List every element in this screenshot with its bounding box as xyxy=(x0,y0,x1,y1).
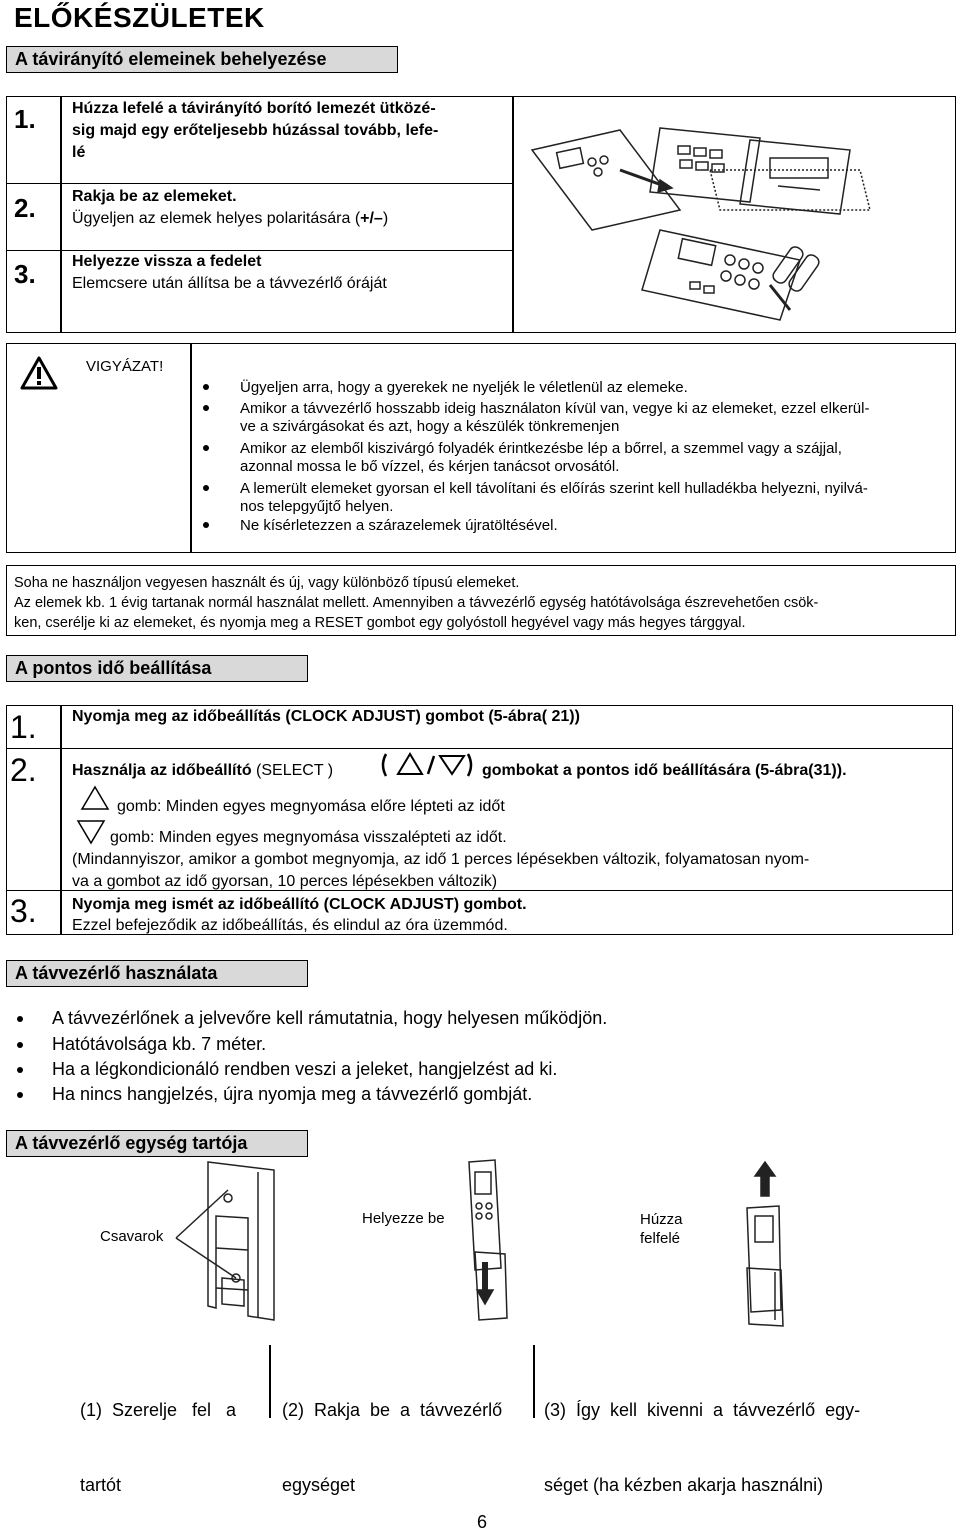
warning-item: Ne kísérletezzen a szárazelemek újratöltésével. xyxy=(240,517,558,534)
warning-item: A lemerült elemeket gyorsan el kell távolítani és előírás szerint kell hulladékba helyezni, nyilvá- xyxy=(240,480,868,497)
step-number: 2. xyxy=(14,193,36,223)
usage-item: Ha a légkondicionáló rendben veszi a jeleket, hangjelzést ad ki. xyxy=(52,1059,558,1079)
step-number: 3. xyxy=(14,259,36,289)
usage-item: A távvezérlőnek a jelvevőre kell rámutatnia, hogy helyesen működjön. xyxy=(52,1008,608,1028)
step-text: Nyomja meg ismét az időbeállító (CLOCK ADJUST) gombot. Ezzel befejeződik az időbeállítás, és elindul az óra üzemmód. xyxy=(72,896,527,934)
label-pull-up: Húzza felfelé xyxy=(640,1211,683,1247)
note-text: Soha ne használjon vegyesen használt és új, vagy különböző típusú elemeket. Az elemek kb. 1 évig tartanak normál használat mellett. Amennyiben a távvezérlő egység hatótávolsága észrevehetően csök- ken, cserélje ki az elemeket, és nyomja meg a RESET gombot egy golyóstoll hegyével vagy más hegyes tárggyal. xyxy=(14,575,819,631)
warning-item: nos telepgyűjtő helyen. xyxy=(240,498,394,515)
section-heading-clock: A pontos idő beállítása xyxy=(6,655,308,682)
select-buttons-icon xyxy=(378,750,476,780)
step-text: Nyomja meg az időbeállítás (CLOCK ADJUST) gombot (5-ábra( 21)) xyxy=(72,708,580,725)
warning-label: VIGYÁZAT! xyxy=(86,358,164,375)
step-text: Rakja be az elemeket. Ügyeljen az elemek helyes polaritására (+/–) xyxy=(72,188,389,227)
holder-insert-illustration xyxy=(455,1158,525,1328)
step-text: gombokat a pontos idő beállítására (5-ábra(31)). xyxy=(482,762,847,779)
section-heading-batteries: A távirányító elemeinek behelyezése xyxy=(6,46,398,73)
step-text: Helyezze vissza a fedelet Elemcsere után állítsa be a távvezérlő óráját xyxy=(72,253,387,292)
warning-item: Amikor a távvezérlő hosszabb ideig használaton kívül van, vegye ki az elemeket, ezzel elkerül- xyxy=(240,400,870,417)
down-arrow-icon xyxy=(76,818,106,846)
step-note: (Mindannyiszor, amikor a gombot megnyomja, az idő 1 perces lépésekben változik, folyamatosan nyom- va a gombot az idő gyorsan, 10 perces lépésekben változik) xyxy=(72,851,810,890)
section-heading-usage: A távvezérlő használata xyxy=(6,960,308,987)
caption-remove: (3) Így kell kivenni a távvezérlő egy- séget (ha kézben akarja használni) xyxy=(544,1400,861,1495)
warning-item: Ügyeljen arra, hogy a gyerekek ne nyeljék le véletlenül az elemeke. xyxy=(240,379,688,396)
holder-pull-illustration xyxy=(735,1160,795,1330)
step-number: 1. xyxy=(14,104,36,134)
warning-item: ve a szivárgásokat és azt, hogy a készülék tönkremenjen xyxy=(240,418,620,435)
step-number: 3. xyxy=(10,893,37,929)
down-button-description: gomb: Minden egyes megnyomása visszalépteti az időt. xyxy=(110,829,507,846)
up-arrow-icon xyxy=(80,784,110,812)
section-heading-holder: A távvezérlő egység tartója xyxy=(6,1130,308,1157)
warning-icon xyxy=(20,356,58,390)
warning-item: azonnal mossa le bő vízzel, és kérjen tanácsot orvosától. xyxy=(240,458,620,475)
page-title: ELŐKÉSZÜLETEK xyxy=(14,2,265,33)
label-screws: Csavarok xyxy=(100,1228,164,1245)
up-button-description: gomb: Minden egyes megnyomása előre lépteti az időt xyxy=(117,798,505,815)
label-insert: Helyezze be xyxy=(362,1210,445,1227)
usage-item: Hatótávolsága kb. 7 méter. xyxy=(52,1034,267,1054)
caption-insert: (2) Rakja be a távvezérlő egységet xyxy=(282,1400,503,1495)
page-number: 6 xyxy=(477,1512,488,1532)
caption-mount: (1) Szerelje fel a tartót xyxy=(80,1400,237,1495)
warning-item: Amikor az elemből kiszivárgó folyadék érintkezésbe lép a bőrrel, a szemmel vagy a szájjal, xyxy=(240,440,842,457)
screws-pointer xyxy=(172,1180,242,1290)
step-number: 1. xyxy=(10,709,37,745)
step-text: Használja az időbeállító (SELECT ) xyxy=(72,762,334,779)
usage-item: Ha nincs hangjelzés, újra nyomja meg a távvezérlő gombját. xyxy=(52,1084,533,1104)
step-number: 2. xyxy=(10,752,37,788)
remote-battery-illustration xyxy=(520,110,950,330)
step-text: Húzza lefelé a távirányító borító lemezét ütközé- sig majd egy erőteljesebb húzással tovább, lefe- lé xyxy=(72,100,439,161)
